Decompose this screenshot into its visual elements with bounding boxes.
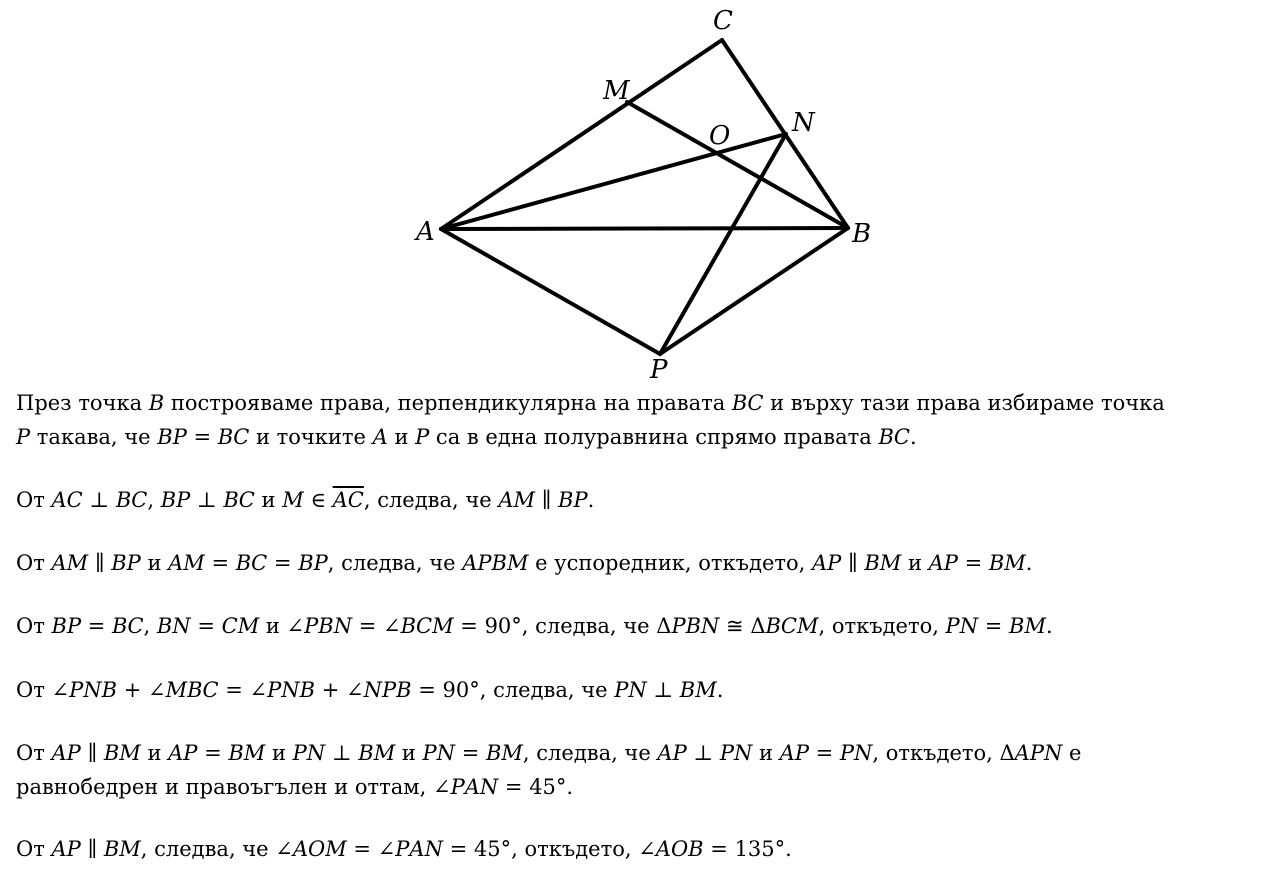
paragraph-conclusion bbox=[16, 832, 1271, 866]
point-label-o: O bbox=[709, 121, 731, 151]
paragraph-isosceles-right bbox=[16, 736, 1271, 804]
paragraph-line: От 𝐴𝑀 ∥ 𝐵𝑃 и 𝐴𝑀 = 𝐵𝐶 = 𝐵𝑃, следва, че 𝐴𝑃𝐵𝑀 е успоредник, откъдето, 𝐴𝑃 ∥ 𝐵𝑀 и 𝐴𝑃 = 𝐵𝑀. bbox=[16, 551, 1033, 575]
paragraph-congruence bbox=[16, 609, 1271, 643]
point-label-m: M bbox=[603, 76, 630, 106]
point-label-n: N bbox=[792, 108, 815, 138]
overlined-ac: 𝐴𝐶 bbox=[332, 488, 364, 512]
segment-ab bbox=[441, 228, 848, 229]
segment-an bbox=[441, 134, 786, 229]
segment-ac bbox=[441, 40, 722, 229]
paragraph-line: 𝑃 такава, че 𝐵𝑃 = 𝐵𝐶 и точките 𝐴 и 𝑃 са в една полуравнина спрямо правата 𝐵𝐶. bbox=[16, 425, 917, 449]
paragraph-line: равнобедрен и правоъгълен и оттам, ∠𝑃𝐴𝑁 = 45°. bbox=[16, 775, 574, 799]
paragraph-line: От 𝐴𝑃 ∥ 𝐵𝑀 и 𝐴𝑃 = 𝐵𝑀 и 𝑃𝑁 ⊥ 𝐵𝑀 и 𝑃𝑁 = 𝐵𝑀, следва, че 𝐴𝑃 ⊥ 𝑃𝑁 и 𝐴𝑃 = 𝑃𝑁, откъдето, Δ𝐴𝑃𝑁 е bbox=[16, 741, 1082, 765]
paragraph-line: През точка 𝐵 построяваме права, перпендикулярна на правата 𝐵𝐶 и върху тази права избираме точка bbox=[16, 391, 1165, 415]
point-label-c: C bbox=[713, 6, 733, 36]
geometry-figure bbox=[0, 0, 1275, 390]
point-label-a: A bbox=[416, 217, 435, 247]
paragraph-construction bbox=[16, 386, 1271, 454]
segment-ap bbox=[441, 229, 660, 354]
point-label-b: B bbox=[852, 219, 872, 249]
text-run: От 𝐴𝐶 ⊥ 𝐵𝐶, 𝐵𝑃 ⊥ 𝐵𝐶 и 𝑀 ∈ bbox=[16, 488, 333, 512]
point-label-p: P bbox=[650, 355, 668, 385]
paragraph-am-parallel-bp bbox=[16, 483, 1271, 517]
paragraph-line: От 𝐴𝑃 ∥ 𝐵𝑀, следва, че ∠𝐴𝑂𝑀 = ∠𝑃𝐴𝑁 = 45°, откъдето, ∠𝐴𝑂𝐵 = 135°. bbox=[16, 837, 792, 861]
text-run: , следва, че 𝐴𝑀 ∥ 𝐵𝑃. bbox=[363, 488, 595, 512]
segment-pb bbox=[660, 228, 848, 354]
segment-pn bbox=[660, 134, 786, 354]
paragraph-line: От 𝐵𝑃 = 𝐵𝐶, 𝐵𝑁 = 𝐶𝑀 и ∠𝑃𝐵𝑁 = ∠𝐵𝐶𝑀 = 90°, следва, че Δ𝑃𝐵𝑁 ≅ Δ𝐵𝐶𝑀, откъдето, 𝑃𝑁 = 𝐵𝑀. bbox=[16, 614, 1053, 638]
paragraph-line: От ∠𝑃𝑁𝐵 + ∠𝑀𝐵𝐶 = ∠𝑃𝑁𝐵 + ∠𝑁𝑃𝐵 = 90°, следва, че 𝑃𝑁 ⊥ 𝐵𝑀. bbox=[16, 678, 724, 702]
paragraph-parallelogram bbox=[16, 546, 1271, 580]
segment-mb bbox=[627, 102, 848, 228]
paragraph-perpendicular bbox=[16, 673, 1271, 707]
